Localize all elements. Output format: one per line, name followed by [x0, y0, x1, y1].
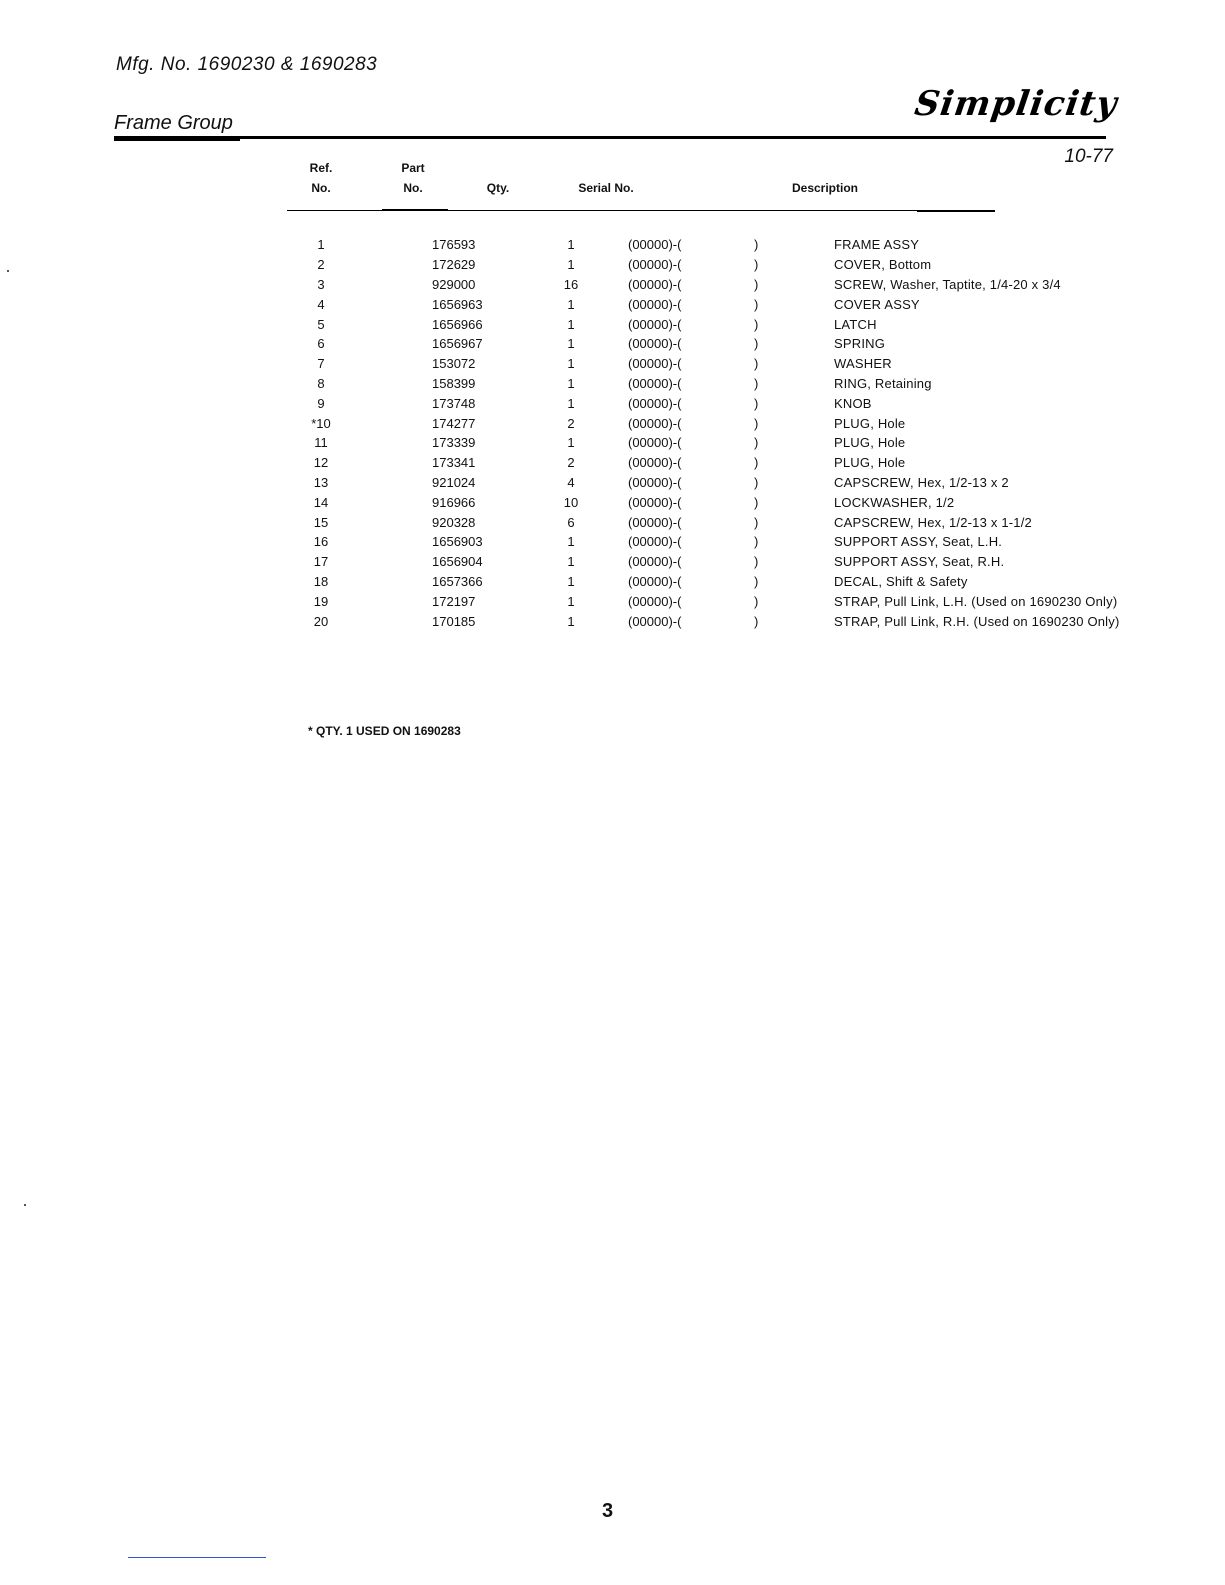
cell-qty: 4 [567, 474, 575, 490]
scan-speck [24, 1204, 26, 1206]
cell-qty: 1 [567, 296, 575, 312]
cell-paren: ) [754, 435, 759, 451]
cell-paren: ) [754, 514, 759, 530]
col-part-line1: Part [401, 161, 425, 175]
table-row [296, 374, 1120, 394]
table-row [296, 294, 1120, 314]
cell-paren: ) [754, 316, 759, 332]
cell-desc: CAPSCREW, Hex, 1/2-13 x 1-1/2 [834, 514, 1032, 530]
cell-qty: 1 [567, 375, 575, 391]
parts-table [296, 235, 1120, 631]
cell-paren: ) [754, 494, 759, 510]
cell-qty: 1 [567, 554, 575, 570]
col-part-line2: No. [403, 181, 423, 195]
cell-serial: (00000)-( [628, 257, 682, 273]
cell-part: 1656963 [432, 296, 483, 312]
cell-desc: SCREW, Washer, Taptite, 1/4-20 x 3/4 [834, 276, 1061, 292]
cell-paren: ) [754, 257, 759, 273]
mfg-number: Mfg. No. 1690230 & 1690283 [116, 54, 378, 75]
cell-part: 158399 [432, 375, 476, 391]
cell-paren: ) [754, 455, 759, 471]
cell-ref: 17 [313, 554, 329, 570]
cell-ref: 16 [313, 534, 329, 550]
cell-paren: ) [754, 375, 759, 391]
cell-paren: ) [754, 415, 759, 431]
cell-part: 173748 [432, 395, 476, 411]
table-row [296, 354, 1120, 374]
col-ref-header [296, 158, 346, 198]
cell-serial: (00000)-( [628, 554, 682, 570]
cell-ref: 3 [317, 276, 325, 292]
cell-part: 173341 [432, 455, 476, 471]
cell-part: 172197 [432, 593, 476, 609]
section-underline [114, 139, 240, 141]
cell-qty: 10 [563, 494, 579, 510]
cell-desc: WASHER [834, 356, 892, 372]
cell-desc: FRAME ASSY [834, 237, 920, 253]
cell-ref: 11 [314, 435, 328, 451]
cell-ref: 15 [313, 514, 329, 530]
table-row [296, 393, 1120, 413]
cell-qty: 2 [567, 415, 575, 431]
cell-desc: CAPSCREW, Hex, 1/2-13 x 2 [834, 474, 1009, 490]
cell-part: 920328 [432, 514, 476, 530]
table-row [296, 572, 1120, 592]
cell-part: 921024 [432, 474, 476, 490]
cell-serial: (00000)-( [628, 514, 682, 530]
cell-serial: (00000)-( [628, 613, 682, 629]
section-title: Frame Group [114, 112, 233, 134]
col-part-header [388, 158, 438, 198]
cell-part: 1656904 [432, 554, 483, 570]
cell-qty: 16 [563, 276, 579, 292]
col-ref-line1: Ref. [309, 161, 333, 175]
table-row [296, 314, 1120, 334]
cell-part: 172629 [432, 257, 476, 273]
cell-serial: (00000)-( [628, 455, 682, 471]
description-header-underline [917, 210, 995, 212]
cell-paren: ) [754, 534, 759, 550]
cell-desc: SUPPORT ASSY, Seat, L.H. [834, 534, 1003, 550]
table-row [296, 492, 1120, 512]
cell-part: 1657366 [432, 573, 483, 589]
cell-serial: (00000)-( [628, 474, 682, 490]
cell-serial: (00000)-( [628, 336, 682, 352]
part-header-underline [382, 209, 448, 211]
table-row [296, 255, 1120, 275]
cell-qty: 1 [567, 613, 575, 629]
cell-qty: 1 [567, 435, 575, 451]
cell-qty: 2 [567, 455, 575, 471]
cell-desc: COVER ASSY [834, 296, 920, 312]
scan-speck [7, 270, 9, 272]
cell-ref: 14 [313, 494, 329, 510]
cell-part: 170185 [432, 613, 476, 629]
table-row [296, 512, 1120, 532]
cell-serial: (00000)-( [628, 435, 682, 451]
cell-part: 1656967 [432, 336, 483, 352]
cell-paren: ) [754, 296, 759, 312]
col-description-header: Description [791, 181, 858, 195]
cell-serial: (00000)-( [628, 356, 682, 372]
cell-ref: 13 [313, 474, 329, 490]
cell-ref: 2 [317, 257, 325, 273]
cell-serial: (00000)-( [628, 573, 682, 589]
cell-serial: (00000)-( [628, 395, 682, 411]
cell-ref: 5 [317, 316, 325, 332]
cell-part: 173339 [432, 435, 476, 451]
col-serial-header: Serial No. [578, 181, 634, 195]
cell-desc: DECAL, Shift & Safety [834, 573, 968, 589]
cell-ref: 19 [313, 593, 329, 609]
cell-desc: PLUG, Hole [834, 435, 906, 451]
cell-part: 916966 [432, 494, 476, 510]
cell-part: 1656966 [432, 316, 483, 332]
cell-ref: 7 [317, 356, 325, 372]
cell-serial: (00000)-( [628, 415, 682, 431]
cell-qty: 1 [567, 237, 575, 253]
cell-qty: 1 [567, 316, 575, 332]
cell-qty: 6 [567, 514, 575, 530]
cell-qty: 1 [567, 593, 575, 609]
brand-logo: Simplicity [912, 84, 1120, 124]
cell-ref: 20 [313, 613, 329, 629]
cell-desc: LATCH [834, 316, 877, 332]
header-rule [114, 136, 1106, 139]
parts-table-body [296, 235, 1120, 631]
cell-qty: 1 [567, 257, 575, 273]
footnote: * QTY. 1 USED ON 1690283 [308, 724, 461, 738]
cell-ref: 18 [313, 573, 329, 589]
cell-qty: 1 [567, 534, 575, 550]
table-row [296, 591, 1120, 611]
table-row [296, 453, 1120, 473]
cell-ref: 1 [317, 237, 325, 253]
cell-ref: 4 [317, 296, 325, 312]
cell-desc: STRAP, Pull Link, L.H. (Used on 1690230 Only) [834, 593, 1118, 609]
cell-serial: (00000)-( [628, 316, 682, 332]
footer-link-underline [128, 1557, 266, 1558]
cell-serial: (00000)-( [628, 237, 682, 253]
cell-serial: (00000)-( [628, 296, 682, 312]
table-row [296, 532, 1120, 552]
cell-paren: ) [754, 395, 759, 411]
table-row [296, 473, 1120, 493]
col-ref-line2: No. [311, 181, 331, 195]
cell-ref: 6 [317, 336, 325, 352]
cell-part: 176593 [432, 237, 476, 253]
cell-paren: ) [754, 336, 759, 352]
cell-qty: 1 [567, 356, 575, 372]
cell-part: 929000 [432, 276, 476, 292]
cell-paren: ) [754, 554, 759, 570]
table-row [296, 413, 1120, 433]
table-row [296, 611, 1120, 631]
cell-ref: *10 [311, 415, 331, 431]
cell-paren: ) [754, 237, 759, 253]
table-row [296, 334, 1120, 354]
cell-desc: PLUG, Hole [834, 455, 906, 471]
table-row [296, 275, 1120, 295]
table-row [296, 235, 1120, 255]
revision-date: 10-77 [1064, 146, 1113, 167]
table-row [296, 552, 1120, 572]
cell-part: 1656903 [432, 534, 483, 550]
cell-desc: SPRING [834, 336, 886, 352]
cell-paren: ) [754, 356, 759, 372]
cell-paren: ) [754, 474, 759, 490]
table-row [296, 433, 1120, 453]
cell-serial: (00000)-( [628, 276, 682, 292]
cell-desc: KNOB [834, 395, 872, 411]
cell-serial: (00000)-( [628, 375, 682, 391]
cell-serial: (00000)-( [628, 593, 682, 609]
page-number: 3 [602, 1500, 614, 1522]
cell-desc: RING, Retaining [834, 375, 932, 391]
cell-serial: (00000)-( [628, 494, 682, 510]
cell-ref: 9 [317, 395, 325, 411]
cell-paren: ) [754, 593, 759, 609]
cell-desc: PLUG, Hole [834, 415, 906, 431]
col-qty-header: Qty. [486, 181, 510, 195]
cell-serial: (00000)-( [628, 534, 682, 550]
cell-paren: ) [754, 573, 759, 589]
cell-paren: ) [754, 276, 759, 292]
cell-desc: SUPPORT ASSY, Seat, R.H. [834, 554, 1005, 570]
cell-paren: ) [754, 613, 759, 629]
cell-qty: 1 [567, 573, 575, 589]
cell-part: 174277 [432, 415, 476, 431]
cell-desc: LOCKWASHER, 1/2 [834, 494, 955, 510]
cell-ref: 8 [317, 375, 325, 391]
cell-part: 153072 [432, 356, 476, 372]
cell-ref: 12 [313, 455, 329, 471]
cell-desc: STRAP, Pull Link, R.H. (Used on 1690230 Only) [834, 613, 1120, 629]
cell-desc: COVER, Bottom [834, 257, 932, 273]
cell-qty: 1 [567, 395, 575, 411]
cell-qty: 1 [567, 336, 575, 352]
